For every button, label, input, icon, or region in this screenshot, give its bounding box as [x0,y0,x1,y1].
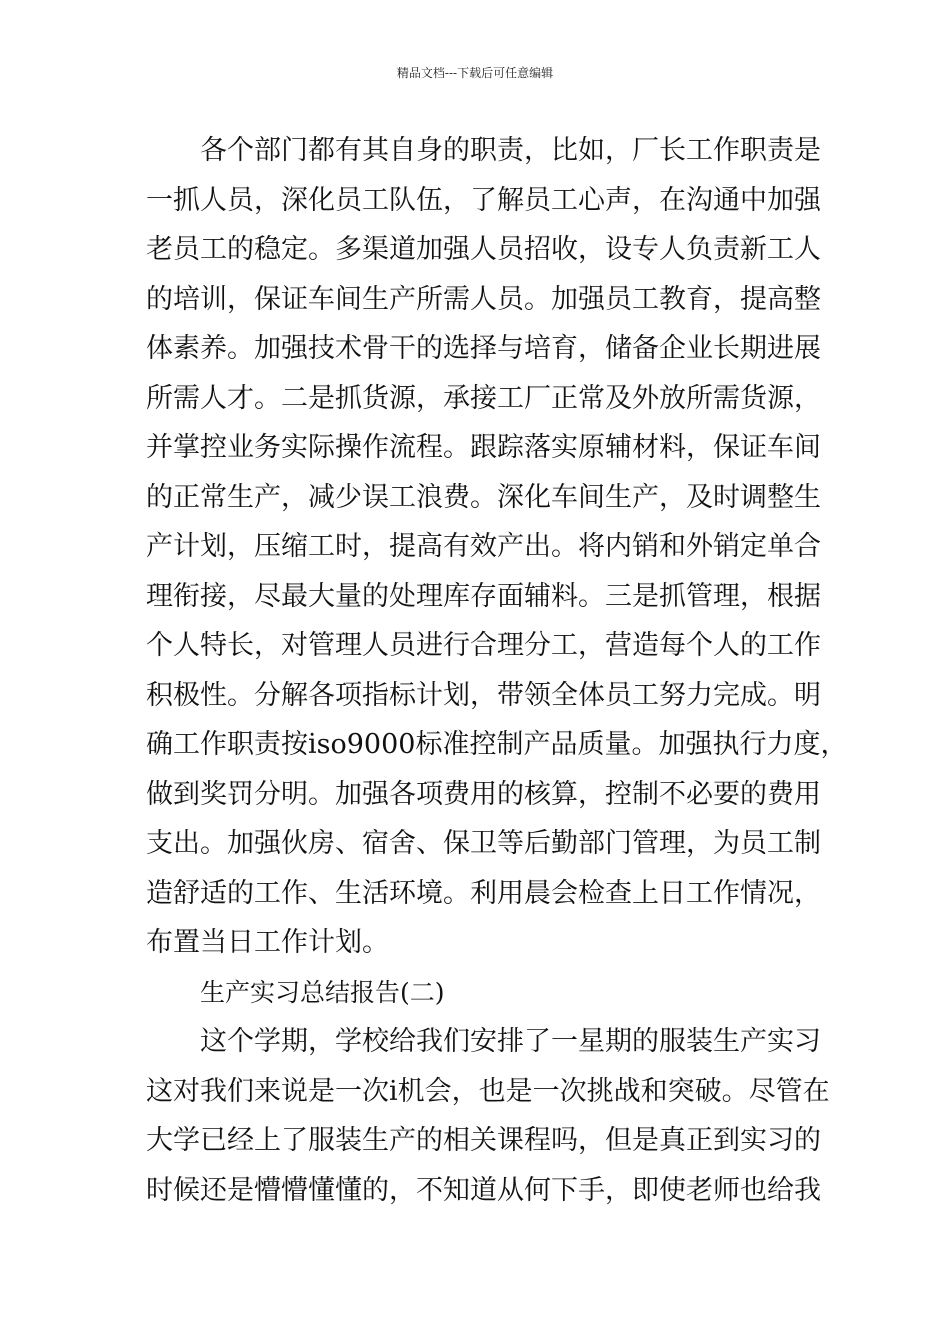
text-line: 这个学期，学校给我们安排了一星期的服装生产实习 [200,1026,821,1057]
text-line: 大学已经上了服装生产的相关课程吗，但是真正到实习的 [146,1125,821,1156]
text-line: 时候还是懵懵懂懂的，不知道从何下手，即使老师也给我 [146,1174,821,1206]
document-body [146,126,848,1215]
text-line: 理衔接，尽最大量的处理库存面辅料。三是抓管理，根据 [146,580,821,612]
text-line: 一抓人员，深化员工队伍，了解员工心声，在沟通中加强 [146,184,821,216]
text-line: 体素养。加强技术骨干的选择与培育，储备企业长期进展 [146,333,821,364]
text-line: 老员工的稳定。多渠道加强人员招收，设专人负责新工人 [146,234,821,265]
page-header: 精品文档---下载后可任意编辑 [396,66,554,80]
paragraph-2 [146,1017,830,1215]
paragraph-1 [146,126,848,968]
text-line: 并掌控业务实际操作流程。跟踪落实原辅材料，保证车间 [146,432,821,463]
text-line: 支出。加强伙房、宿舍、保卫等后勤部门管理，为员工制 [146,828,821,859]
text-line: 的正常生产，减少误工浪费。深化车间生产，及时调整生 [146,481,821,513]
text-line: 产计划，压缩工时，提高有效产出。将内销和外销定单合 [146,531,821,562]
text-line: 造舒适的工作、生活环境。利用晨会检查上日工作情况， [146,877,821,909]
text-line: 的培训，保证车间生产所需人员。加强员工教育，提高整 [146,283,821,315]
text-line: 做到奖罚分明。加强各项费用的核算，控制不必要的费用 [146,778,821,810]
text-line: 各个部门都有其自身的职责，比如，厂长工作职责是 [200,135,821,166]
section-title: 生产实习总结报告(二) [200,977,445,1007]
text-line: 确工作职责按iso9000标准控制产品质量。加强执行力度， [146,729,848,760]
text-line: 这对我们来说是一次i机会，也是一次挑战和突破。尽管在 [146,1075,830,1107]
text-line: 积极性。分解各项指标计划，带领全体员工努力完成。明 [146,679,821,711]
text-line: 所需人才。二是抓货源，承接工厂正常及外放所需货源， [146,382,821,414]
text-line: 布置当日工作计划。 [146,927,389,958]
text-line: 个人特长，对管理人员进行合理分工，营造每个人的工作 [146,630,821,661]
